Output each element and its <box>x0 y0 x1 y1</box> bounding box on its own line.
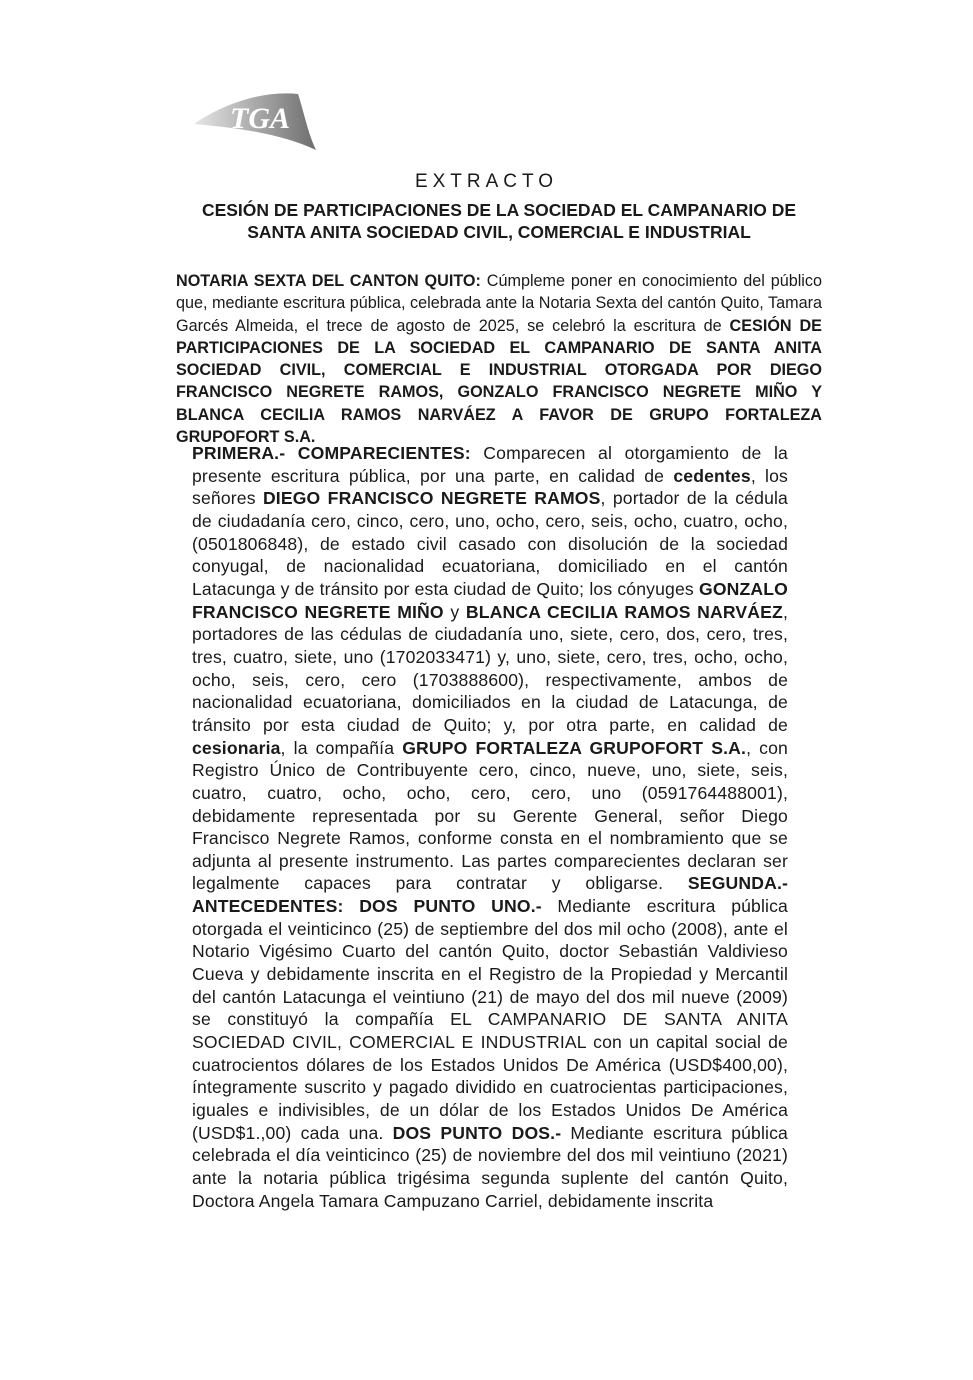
clause-dos-punto-dos-heading: DOS PUNTO DOS.- <box>392 1122 562 1143</box>
party-name: GRUPO FORTALEZA GRUPOFORT S.A. <box>402 737 747 758</box>
body-text: Comparecen al otorgamiento de la presente escritura pública, por una parte, en calidad de <box>192 443 788 486</box>
document-subtitle: CESIÓN DE PARTICIPACIONES DE LA SOCIEDAD EL CAMPANARIO DE SANTA ANITA SOCIEDAD CIVIL, COMERCIAL E INDUSTRIAL <box>201 200 797 242</box>
party-name: BLANCA CECILIA RAMOS NARVÁEZ <box>465 601 783 622</box>
party-name: DIEGO FRANCISCO NEGRETE RAMOS <box>262 488 601 509</box>
body-text: , portador de la cédula de ciudadanía cero, cinco, cero, uno, ocho, cero, seis, ocho, cuatro, ocho, (0501806848), de estado civil casado con disolución de la sociedad conyugal, de nacionalidad ecuatoriana, domiciliado en el cantón Latacunga y de tránsito por esta ciudad de Quito; los cónyuges <box>192 488 788 599</box>
body-text: , con Registro Único de Contribuyente cero, cinco, nueve, uno, siete, seis, cuatro, cuatro, ocho, ocho, cero, cero, uno (0591764488001), debidamente representada por su Gerente General, señor Diego Francisco Negrete Ramos, conforme consta en el nombramiento que se adjunta al presente instrumento. Las partes comparecientes declaran ser legalmente capaces para contratar y obligarse. <box>192 737 788 894</box>
document-title: EXTRACTO <box>414 171 559 192</box>
deed-title: CESIÓN DE PARTICIPACIONES DE LA SOCIEDAD EL CAMPANARIO DE SANTA ANITA SOCIEDAD CIVIL, COMERCIAL E INDUSTRIAL OTORGADA POR DIEGO FRANCISCO NEGRETE RAMOS, GONZALO FRANCISCO NEGRETE MIÑO Y BLANCA CECILIA RAMOS NARVÁEZ A FAVOR DE GRUPO FORTALEZA GRUPOFORT S.A. <box>176 316 822 447</box>
clause-primera-heading: PRIMERA.- COMPARECIENTES: <box>192 443 471 463</box>
party-name: GONZALO FRANCISCO NEGRETE MIÑO <box>192 578 788 622</box>
intro-paragraph <box>176 270 822 448</box>
term-cedentes: cedentes <box>673 465 751 486</box>
body-text: , los señores <box>192 465 788 509</box>
body-text: y <box>443 601 466 622</box>
deed-body <box>192 442 788 1212</box>
notary-logo <box>190 84 320 156</box>
body-text: Mediante escritura pública otorgada el veinticinco (25) de septiembre del dos mil ocho (2008), ante el Notario Vigésimo Cuarto del cantón Quito, doctor Sebastián Valdivieso Cueva y debidamente inscrita en el Registro de la Propiedad y Mercantil del cantón Latacunga el veintiuno (21) de mayo del dos mil nueve (2009) se constituyó la compañía EL CAMPANARIO DE SANTA ANITA SOCIEDAD CIVIL, COMERCIAL E INDUSTRIAL con un capital social de cuatrocientos dólares de los Estados Unidos De América (USD$400,00), íntegramente suscrito y pagado dividido en cuatrocientas participaciones, iguales e indivisibles, de un dólar de los Estados Unidos De América (USD$1.,00) cada una. <box>192 896 788 1143</box>
body-text: , la compañía <box>280 737 403 758</box>
notary-heading: NOTARIA SEXTA DEL CANTON QUITO: <box>176 272 481 290</box>
body-text: , portadores de las cédulas de ciudadanía uno, siete, cero, dos, cero, tres, tres, cuatro, siete, uno (1702033471) y, uno, siete, cero, tres, ocho, ocho, ocho, seis, cero, cero (1703888600), respectivamente, ambos de nacionalidad ecuatoriana, domiciliados en la ciudad de Latacunga, de tránsito por esta ciudad de Quito; y, por otra parte, en calidad de <box>192 601 788 735</box>
intro-text: Cúmpleme poner en conocimiento del público que, mediante escritura pública, celebrada ante la Notaria Sexta del cantón Quito, Tamara Garcés Almeida, el trece de agosto de 2025, se celebró la escritura de <box>176 272 822 335</box>
body-text: Mediante escritura pública celebrada el día veinticinco (25) de noviembre del dos mil veintiuno (2021) ante la notaria pública trigésima segunda suplente del cantón Quito, Doctora Angela Tamara Campuzano Carriel, debidamente inscrita <box>192 1122 788 1211</box>
term-cesionaria: cesionaria <box>192 737 281 758</box>
logo-text: TGA <box>230 102 290 135</box>
clause-segunda-heading: SEGUNDA.- ANTECEDENTES: DOS PUNTO UNO.- <box>192 873 788 917</box>
